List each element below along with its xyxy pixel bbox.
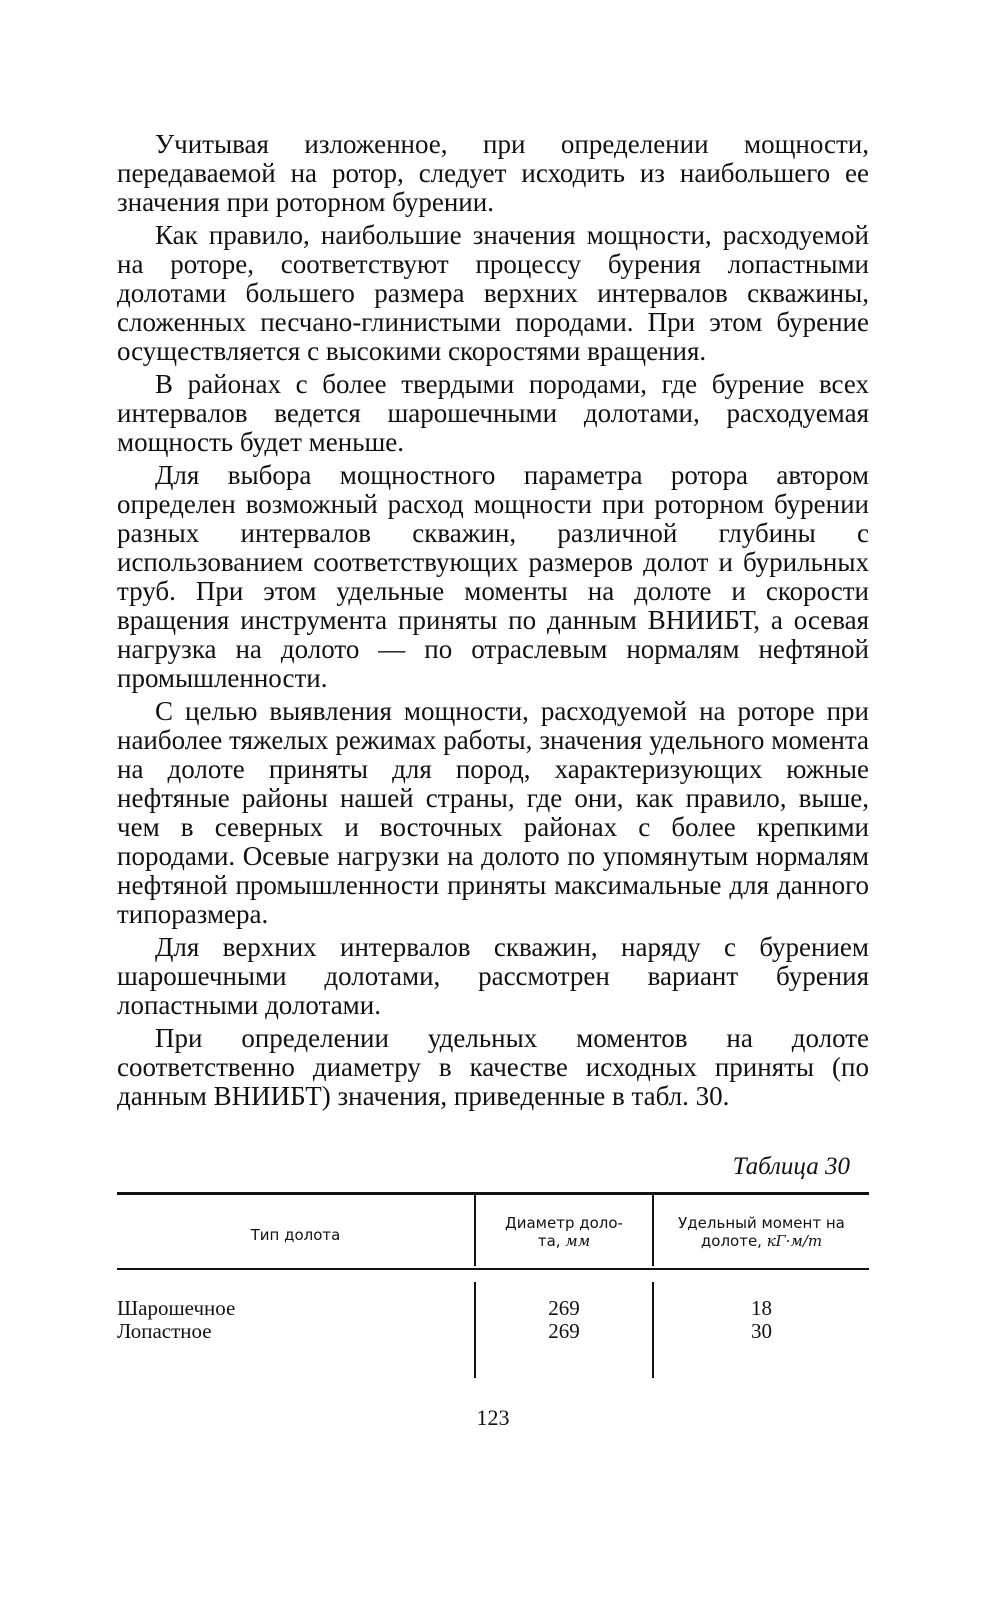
- paragraph: При определении удельных моментов на долоте соответственно диаметру в качестве исходных приняты (по данным ВНИИБТ) значения, приведенные в табл. 30.: [117, 1023, 869, 1111]
- cell-diameter: 269: [548, 1296, 580, 1320]
- table-row: [117, 1319, 869, 1344]
- header-diameter-line1: Диаметр доло-: [505, 1214, 623, 1232]
- paragraph: Как правило, наибольшие значения мощности, расходуемой на роторе, соответствуют процессу бурения лопастными долотами большего размера верхних интервалов скважины, сложенных песчано-глинистыми породами. При этом бурение осуществляется с высокими скоростями вращения.: [117, 220, 869, 366]
- paragraph: Для верхних интервалов скважин, наряду с бурением шарошечными долотами, рассмотрен вариант бурения лопастными долотами.: [117, 932, 869, 1020]
- cell-diameter: 269: [548, 1319, 580, 1343]
- cell-bit-type: Лопастное: [117, 1319, 212, 1343]
- page-number: 123: [476, 1405, 510, 1430]
- table-row: [117, 1296, 869, 1321]
- table-caption: Таблица 30: [732, 1153, 850, 1180]
- header-moment-line2: долоте,: [700, 1232, 767, 1250]
- header-specific-moment: [654, 1214, 869, 1250]
- paragraph: Для выбора мощностного параметра ротора автором определен возможный расход мощности при роторном бурении разных интервалов скважин, различной глубины с использованием соответствующих размеров долот и бурильных труб. При этом удельные моменты на долоте и скорости вращения инструмента приняты по данным ВНИИБТ, а осевая нагрузка на долото — по отраслевым нормалям нефтяной промышленности.: [117, 460, 869, 693]
- header-bit-type: Тип долота: [250, 1226, 341, 1244]
- table-top-rule: [117, 1192, 869, 1195]
- table-header-rule: [117, 1268, 869, 1270]
- cell-moment: 18: [751, 1296, 772, 1320]
- data-table: [117, 1192, 869, 1382]
- paragraph: Учитывая изложенное, при определении мощности, передаваемой на ротор, следует исходить из наибольшего ее значения при роторном бурении.: [117, 129, 869, 217]
- header-diameter-line2: та,: [537, 1232, 566, 1250]
- cell-bit-type: Шарошечное: [117, 1296, 236, 1320]
- header-diameter-unit: мм: [565, 1232, 591, 1250]
- cell-moment: 30: [751, 1319, 772, 1343]
- header-moment-line1: Удельный момент на: [678, 1214, 845, 1232]
- paragraph: С целью выявления мощности, расходуемой на роторе при наиболее тяжелых режимах работы, значения удельного момента на долоте приняты для пород, характеризующих южные нефтяные районы нашей страны, где они, как правило, выше, чем в северных и восточных районах с более крепкими породами. Осевые нагрузки на долото по упомянутым нормалям нефтяной промышленности приняты максимальные для данного типоразмера.: [117, 696, 869, 929]
- paragraph: В районах с более твердыми породами, где бурение всех интервалов ведется шарошечными долотами, расходуемая мощность будет меньше.: [117, 369, 869, 457]
- header-moment-unit: кГ·м/т: [766, 1232, 823, 1250]
- body-text: [117, 130, 869, 1115]
- header-diameter: [476, 1214, 652, 1250]
